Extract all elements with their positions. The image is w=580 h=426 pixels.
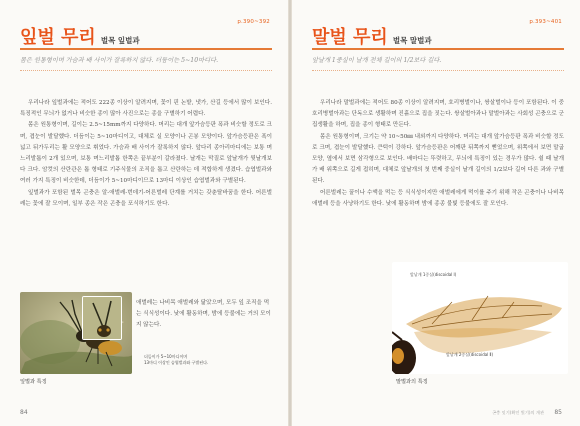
lead-summary: 앞날개 1중실이 날개 전체 길이의 1/2보다 길다.	[312, 57, 442, 64]
photo-annotation: 더듬이가 5~10마디이며 13마디 이상인 습엽벌과와 구별된다.	[144, 354, 209, 365]
section-header	[20, 23, 140, 49]
antenna-inset	[82, 296, 122, 340]
title-rule	[312, 48, 564, 50]
photo-caption: 말벌과의 특징	[396, 379, 428, 385]
title-rule	[20, 48, 272, 50]
paragraph: 우리나라 말벌과에는 적어도 80종 이상이 알려지며, 호리병벌이나, 쌍살벌이나 등이 포함된다. 이 중 호리병벌아과는 단독으로 생활하며 진흙으로 집을 짓는다. 쌍살벌아과나 말벌아과는 사회성 곤충으로 군집생활을 하며, 집을 종이 형태로 만든다.	[312, 100, 564, 129]
left-page	[0, 0, 288, 426]
paragraph: 우리나라 잎벌과에는 적어도 222종 이상이 알려지며, 꽃이 핀 논밭, 냇가, 산길 등에서 많이 보인다. 특징적인 무늬가 없거나 비슷한 종이 많아 사진으로는 종을 구별하기 어렵다.	[20, 100, 272, 118]
wing-label-2: 앞날개 2중실(discoidal Ⅱ)	[446, 352, 494, 357]
lead-rule	[20, 70, 272, 71]
paragraph: 몸은 원통형이며, 길이는 2.5~15mm까지 다양하다. 머리는 대개 앞가슴등판 폭과 비슷할 정도로 크며, 겹눈이 발달했다. 더듬이는 5~10마디이고, 대체로 실 모양이나 곤봉 모양이다. 앞가슴등판은 폭이 넓고 뒤가두리는 활 모양으로 휘었다. 가슴과 배 사이가 잘록하지 않다. 앞다리 종아리마디에는 보통 며느리발톱이 2개 있으며, 보통 며느리발톱 한쪽은 끝부분이 갈라졌다. 날개는 막질로 앞날개가 뒷날개보다 크다. 암컷의 산란관은 톱 형태로 기주식물의 조직을 톱고 산란하는 데 적합하게 생겼다. 습엽벌과와 여러 가지 특징이 비슷한데, 더듬이가 5~10마디이므로 13마디 이상인 습엽벌과와 구별된다.	[20, 122, 272, 185]
wrap-text: 애벌레는 나비목 애벌레와 닮았으며, 모두 잎 조직을 먹는 식식성이다. 낮에 활동하며, 밤에 등불에는 거의 모이지 않는다.	[136, 300, 271, 329]
section-header	[312, 23, 432, 49]
section-subtitle: 벌목 잎벌과	[100, 36, 140, 45]
wing-label-1: 앞날개 1중실(discoidal Ⅰ)	[410, 272, 457, 277]
page-number: 85	[554, 409, 562, 416]
section-subtitle: 벌목 말벌과	[392, 36, 432, 45]
body-text	[20, 98, 272, 210]
lead-rule	[312, 70, 564, 71]
right-page	[292, 0, 580, 426]
photo-caption: 잎벌과 특징	[20, 379, 47, 385]
page-range-ref: p.390~392	[237, 19, 270, 25]
paragraph: 몸은 원통형이며, 크기는 약 10~50㎜ 내외까지 다양하다. 머리는 대개 앞가슴등판 폭과 비슷할 정도로 크며, 겹눈이 발달했다. 큰턱이 강하다. 앞가슴등판은 어깨판 뒤쪽까지 뻗었으며, 위쪽에서 보면 말굽 모양, 옆에서 보면 삼각형으로 보인다. 배마디는 뚜렷하고, 무늬에 특징이 있는 경우가 많다. 쉴 때 날개가 배 위쪽으로 길게 접히며, 대체로 앞날개의 첫 번째 중실이 날개 길이의 1/2보다 길어 다른 과와 구별된다.	[312, 133, 564, 185]
page-number: 84	[20, 409, 28, 416]
section-title: 말벌 무리	[312, 27, 388, 48]
section-title: 잎벌 무리	[20, 27, 96, 48]
running-footer: 곤충 잇기(확인 빛기)의 개관	[492, 410, 544, 415]
body-text	[312, 98, 564, 210]
lead-summary: 몸은 원통형이며 가슴과 배 사이가 잘록하지 않다. 더듬이는 5~10마디다.	[20, 57, 219, 64]
paragraph: 어른벌레는 꿀이나 수액을 먹는 등 식식성이지만 애벌레에게 먹이를 주기 위해 작은 곤충이나 나비목 애벌레 등을 사냥하기도 한다. 낮에 활동하며 밤에 종종 불빛 등불에도 잘 모인다.	[312, 189, 564, 207]
page-range-ref: p.393~401	[529, 19, 562, 25]
paragraph: 잎벌과가 포함된 벌목 곤충은 알-애벌레-번데기-어른벌레 단계를 거치는 갖춘탈바꿈을 한다. 어른벌레는 꽃에 잘 모이며, 일부 종은 작은 곤충을 포식하기도 한다.	[20, 189, 272, 207]
